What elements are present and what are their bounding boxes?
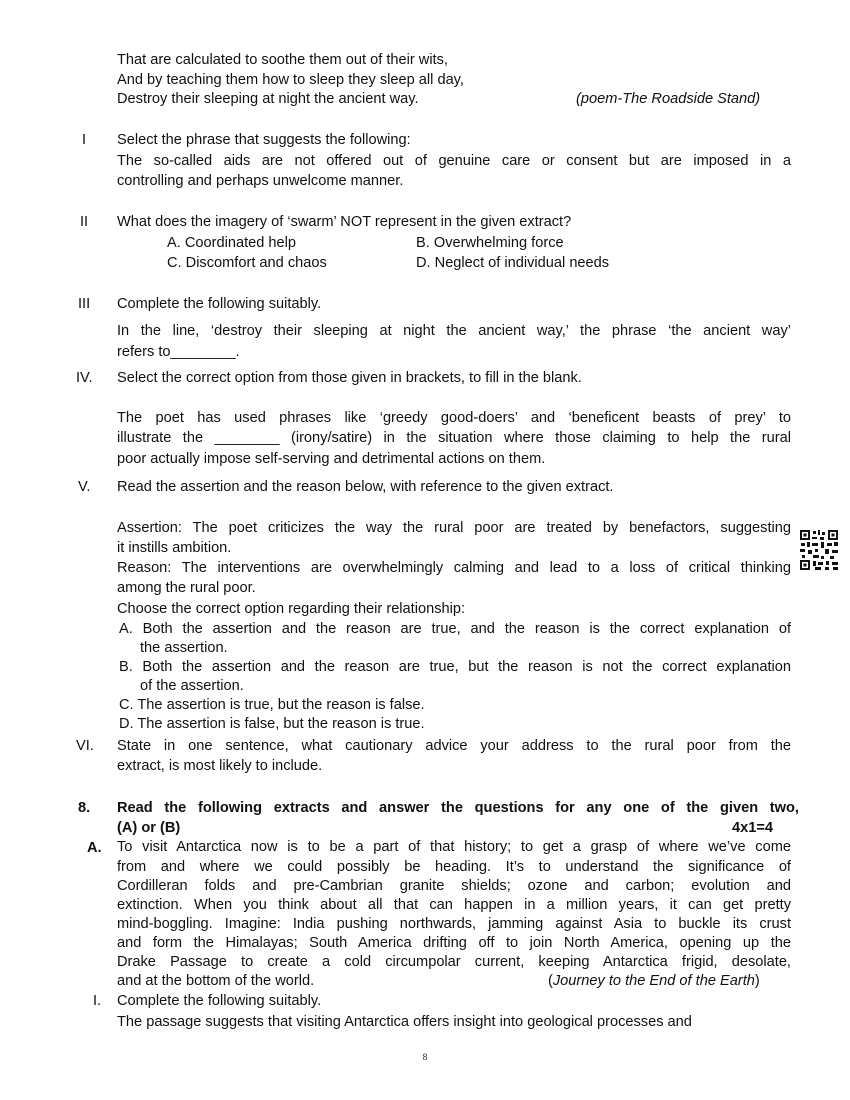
passage-line: Cordilleran folds and pre-Cambrian granite shields; ozone and carbon; evolution and <box>117 878 791 894</box>
reason-line: Reason: The interventions are overwhelmingly calming and lead to a loss of critical thinking <box>117 560 791 576</box>
option-b: B. Overwhelming force <box>416 235 564 251</box>
question-number: VI. <box>76 738 94 754</box>
poem-line-2: And by teaching them how to sleep they sleep all day, <box>117 72 464 88</box>
passage-source: (Journey to the End of the Earth) <box>548 973 760 989</box>
assertion-line: it instills ambition. <box>117 540 232 556</box>
poem-line-1: That are calculated to soothe them out of their wits, <box>117 52 448 68</box>
question-body-line: The passage suggests that visiting Antarctica offers insight into geological processes and <box>117 1014 692 1030</box>
question-body-line: controlling and perhaps unwelcome manner. <box>117 173 404 189</box>
passage-line: To visit Antarctica now is to be a part of that history; to get a grasp of where we’ve come <box>117 839 791 855</box>
passage-line: mind-boggling. Imagine: India pushing northwards, jamming against Asia to buckle its crust <box>117 916 791 932</box>
poem-source: (poem-The Roadside Stand) <box>576 91 761 107</box>
question-heading: Read the following extracts and answer the questions for any one of the given two, <box>117 800 799 816</box>
assertion-line: Assertion: The poet criticizes the way the rural poor are treated by benefactors, suggesting <box>117 520 791 536</box>
question-number: V. <box>78 479 91 495</box>
passage-line: extinction. When you think about all that can happen in a million years, it can get pretty <box>117 897 791 913</box>
passage-source-title: Journey to the End of the Earth <box>552 973 755 989</box>
passage-line: from and where we could possibly be heading. It’s to understand the significance of <box>117 859 791 875</box>
option-b-cont: of the assertion. <box>140 678 244 694</box>
question-number: I. <box>93 993 102 1009</box>
passage-line: Drake Passage to create a cold circumpolar current, keeping Antarctica frigid, desolate, <box>117 954 791 970</box>
question-prompt: Select the phrase that suggests the following: <box>117 132 411 148</box>
section-label: A. <box>87 840 102 856</box>
question-body-line: illustrate the ________ (irony/satire) in the situation where those claiming to help the rural <box>117 430 791 446</box>
question-body-line: The so-called aids are not offered out of genuine care or consent but are imposed in a <box>117 153 791 169</box>
passage-line: and form the Himalayas; South America drifting off to join North America, opening up the <box>117 935 791 951</box>
question-number: 8. <box>78 800 91 816</box>
option-b: B. Both the assertion and the reason are true, but the reason is not the correct explanation <box>119 659 791 675</box>
option-a: A. Both the assertion and the reason are true, and the reason is the correct explanation of <box>119 621 791 637</box>
qr-code <box>799 529 839 571</box>
question-body-line: extract, is most likely to include. <box>117 758 323 774</box>
question-number: IV. <box>76 370 93 386</box>
question-body-line: refers to________. <box>117 344 240 360</box>
question-number: I <box>82 132 87 148</box>
page-number: 8 <box>422 1052 428 1062</box>
option-d: D. The assertion is false, but the reason is true. <box>119 716 425 732</box>
reason-line: among the rural poor. <box>117 580 256 596</box>
option-c: C. The assertion is true, but the reason is false. <box>119 697 425 713</box>
question-body-line: In the line, ‘destroy their sleeping at night the ancient way,’ the phrase ‘the ancient way’ <box>117 323 791 339</box>
question-prompt: What does the imagery of ‘swarm’ NOT represent in the given extract? <box>117 214 572 230</box>
passage-line: and at the bottom of the world. <box>117 973 315 989</box>
question-prompt: Select the correct option from those given in brackets, to fill in the blank. <box>117 370 582 386</box>
question-prompt: Read the assertion and the reason below, with reference to the given extract. <box>117 479 614 495</box>
question-prompt: Complete the following suitably. <box>117 296 322 312</box>
question-number: II <box>80 214 89 230</box>
poem-line-3: Destroy their sleeping at night the ancient way. <box>117 91 419 107</box>
option-c: C. Discomfort and chaos <box>167 255 327 271</box>
option-d: D. Neglect of individual needs <box>416 255 610 271</box>
question-body-line: State in one sentence, what cautionary advice your address to the rural poor from the <box>117 738 791 754</box>
option-a-cont: the assertion. <box>140 640 228 656</box>
question-body-line: The poet has used phrases like ‘greedy good-doers’ and ‘beneficent beasts of prey’ to <box>117 410 791 426</box>
question-number: III <box>78 296 91 312</box>
question-heading-cont: (A) or (B) <box>117 820 181 836</box>
question-prompt: Choose the correct option regarding their relationship: <box>117 601 466 617</box>
option-a: A. Coordinated help <box>167 235 296 251</box>
question-prompt: Complete the following suitably. <box>117 993 322 1009</box>
question-body-line: poor actually impose self-serving and detrimental actions on them. <box>117 451 546 467</box>
marks-label: 4x1=4 <box>732 820 773 836</box>
